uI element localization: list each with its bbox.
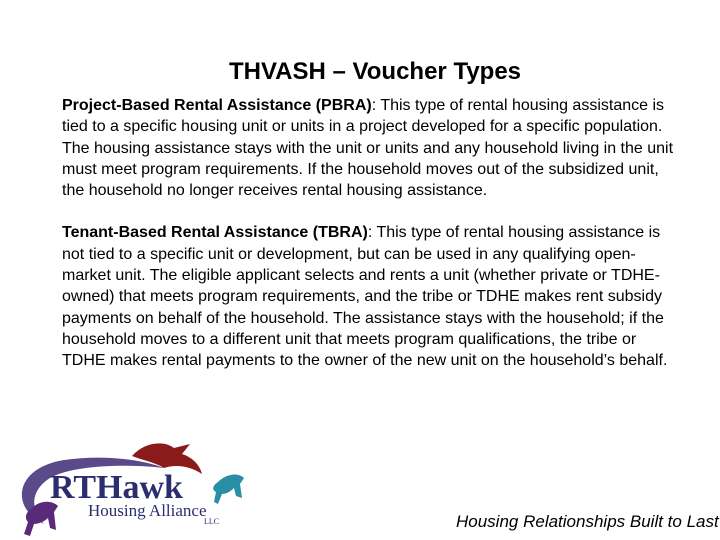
rthawk-logo <box>4 438 254 540</box>
logo-brand: RTHawk <box>50 469 183 506</box>
pbra-description: : This type of rental housing assistance is tied to a specific housing unit or units in a project developed for a specific population. The housing assistance stays with the unit or units and any household living in the unit must meet program requirements. If the household moves out of the subsidized unit, the household no longer receives rental housing assistance. <box>62 97 674 200</box>
tbra-description: : This type of rental housing assistance is not tied to a specific unit or development, but can be used in any qualifying open-market unit. The eligible applicant selects and rents a unit (whether private or TDHE-owned) that meets program requirements, and the tribe or TDHE makes rent subsidy payments on behalf of the household. The assistance stays with the household; if the household moves to a different unit that meets program qualifications, the tribe or TDHE makes rental payments to the owner of the new unit on the household’s behalf. <box>62 224 668 370</box>
tbra-term: Tenant-Based Rental Assistance (TBRA) <box>62 224 368 242</box>
slide-title: THVASH – Voucher Types <box>228 58 522 85</box>
tbra-paragraph <box>62 222 682 371</box>
horse-icon <box>213 475 244 504</box>
pbra-paragraph <box>62 95 682 201</box>
logo-suffix: LLC <box>204 517 220 526</box>
pbra-term: Project-Based Rental Assistance (PBRA) <box>62 97 372 114</box>
slide-tagline <box>456 512 720 540</box>
logo-subtitle: Housing Alliance <box>88 501 207 520</box>
tagline-text: Housing Relationships Built to Last <box>456 512 719 531</box>
slide-body <box>62 95 682 393</box>
